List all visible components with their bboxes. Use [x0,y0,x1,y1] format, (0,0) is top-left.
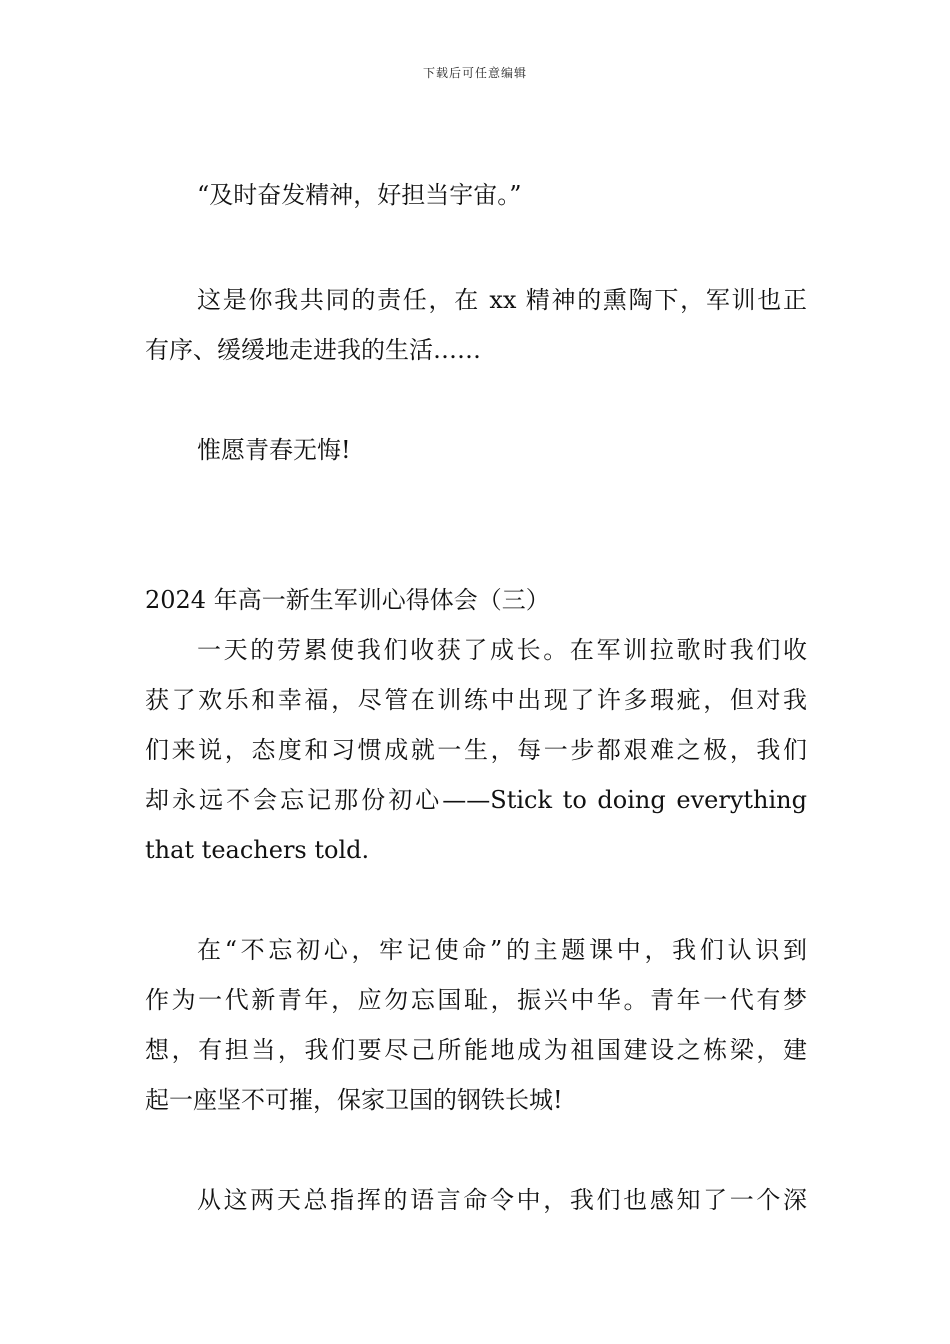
paragraph-3-line-2: 获了欢乐和幸福，尽管在训练中出现了许多瑕疵，但对我 [145,686,807,714]
paragraph-1-line-2: 有序、缓缓地走进我的生活…… [145,336,481,364]
paragraph-4-line-3: 想，有担当，我们要尽己所能地成为祖国建设之栋梁，建 [145,1036,807,1064]
paragraph-4-line-1: 在“不忘初心，牢记使命”的主题课中，我们认识到 [197,936,807,964]
section-title: 2024 年高一新生军训心得体会（三） [145,586,550,614]
paragraph-3-line-3: 们来说，态度和习惯成就一生，每一步都艰难之极，我们 [145,736,807,764]
paragraph-4-line-2: 作为一代新青年，应勿忘国耻，振兴中华。青年一代有梦 [145,986,807,1014]
paragraph-3-line-4: 却永远不会忘记那份初心——Stick to doing everything [145,786,807,814]
paragraph-3-line-1: 一天的劳累使我们收获了成长。在军训拉歌时我们收 [197,636,807,664]
paragraph-3-line-5: that teachers told. [145,836,370,864]
paragraph-5-line-1: 从这两天总指挥的语言命令中，我们也感知了一个深 [197,1186,807,1214]
paragraph-1-line-1: 这是你我共同的责任，在 xx 精神的熏陶下，军训也正 [197,286,807,314]
paragraph-2-line-1: 惟愿青春无悔! [197,436,351,464]
paragraph-4-line-4: 起一座坚不可摧，保家卫国的钢铁长城! [145,1086,563,1114]
page-header: 下载后可任意编辑 [422,66,527,80]
quote-line: “及时奋发精神，好担当宇宙。” [197,181,522,209]
